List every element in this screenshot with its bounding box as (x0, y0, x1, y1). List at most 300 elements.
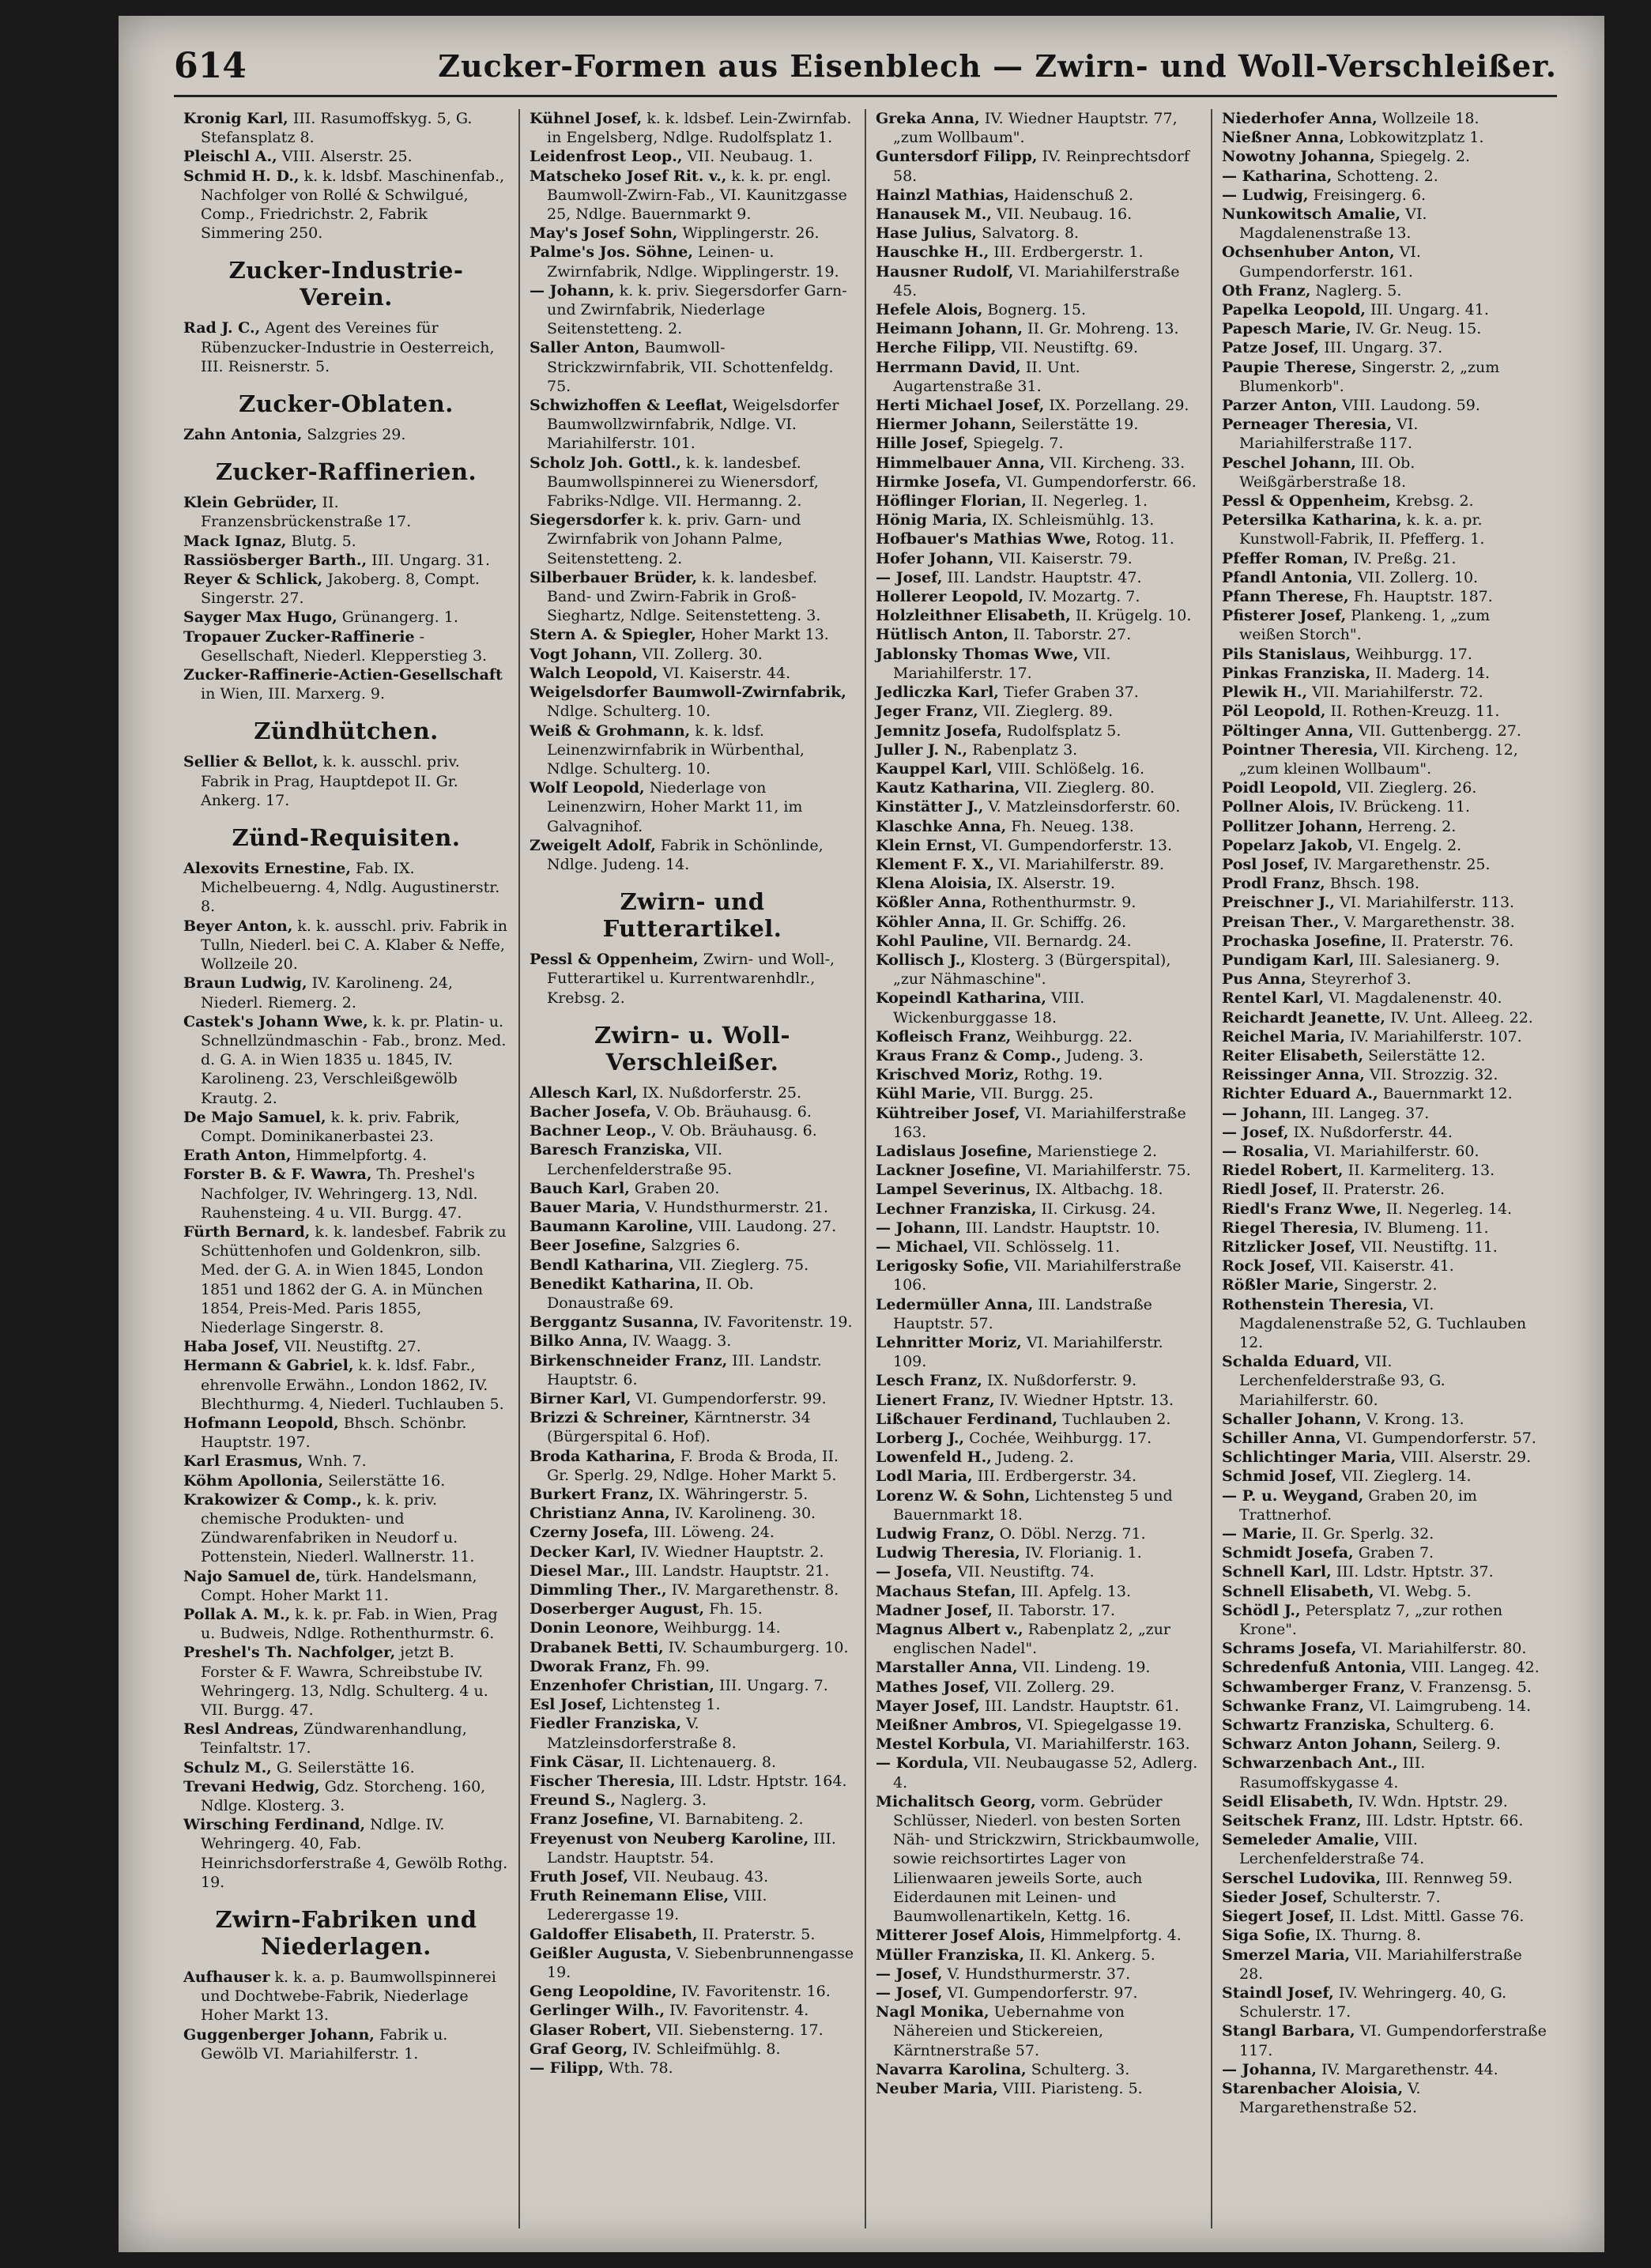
entry-name: Serschel Ludovika, (1222, 1869, 1381, 1887)
entry-name: Kühl Marie, (876, 1085, 976, 1103)
directory-entry (1222, 1678, 1547, 1697)
entry-address: IX. Altbachg. 18. (1031, 1181, 1163, 1199)
directory-entry (876, 300, 1201, 319)
directory-entry (1222, 1046, 1547, 1065)
entry-name: — Katharina, (1222, 167, 1332, 185)
entry-name: Trevani Hedwig, (183, 1777, 320, 1795)
entry-name: Lehnritter Moriz, (876, 1334, 1022, 1351)
directory-entry (876, 1410, 1201, 1429)
entry-name: Mestel Korbula, (876, 1735, 1011, 1754)
entry-name: Czerny Josefa, (530, 1524, 650, 1542)
entry-name: Kollisch J., (876, 951, 966, 969)
directory-entry (530, 1523, 855, 1542)
entry-address: k. k. pr. engl. Baumwoll-Zwirn-Fab., VI. Kaunitzgasse 25, Ndlge. Bauernmarkt 9. (547, 167, 847, 224)
entry-name: Schwarzenbach Ant., (1222, 1754, 1398, 1773)
entry-address: II. Taborstr. 27. (1008, 626, 1132, 644)
directory-entry (530, 338, 855, 396)
entry-name: Richter Eduard A., (1222, 1085, 1378, 1103)
directory-entry (876, 358, 1201, 396)
directory-entry (183, 1567, 509, 1605)
directory-entry (1222, 1104, 1547, 1123)
directory-entry (876, 989, 1201, 1027)
entry-address: II. Lichtenauerg. 8. (624, 1753, 777, 1771)
directory-entry (1222, 338, 1547, 357)
entry-name: Schwarz Anton Johann, (1222, 1735, 1418, 1754)
directory-entry (530, 454, 855, 511)
entry-address: VII. Lerchenfelderstraße 93, G. Mariahilferstr. 60. (1239, 1353, 1446, 1409)
entry-address: IX. Alserstr. 19. (992, 875, 1115, 893)
entry-address: IV. Favoritenstr. 19. (699, 1313, 853, 1332)
entry-name: Klein Ernst, (876, 836, 977, 854)
entry-address: Ndlge. Schulterg. 10. (547, 703, 711, 721)
directory-entry (876, 1735, 1201, 1754)
entry-address: II. Gr. Schiffg. 26. (986, 913, 1127, 931)
directory-entry (876, 855, 1201, 874)
entry-address: k. k. ldsbf. Maschinenfab., Nachfolger von Rollé & Schwilgué, Comp., Friedrichstr. 2, Fabrik Simmering 250. (201, 167, 505, 243)
entry-address: VIII. Schlößelg. 16. (992, 759, 1145, 778)
entry-address: Krebsg. 2. (1390, 492, 1474, 510)
entry-address: Fh. Neueg. 138. (1006, 817, 1134, 835)
entry-address: VI. Mariahilferstr. 113. (1334, 894, 1515, 912)
directory-entry (1222, 1295, 1547, 1353)
directory-entry (530, 510, 855, 568)
entry-name: Haba Josef, (183, 1338, 280, 1356)
entry-address: III. Landstr. Hauptstr. 6. (547, 1351, 822, 1388)
entry-address: IX. Schleismühlg. 13. (987, 511, 1155, 529)
entry-name: Jedliczka Karl, (876, 684, 999, 702)
entry-name: Hütlisch Anton, (876, 626, 1009, 644)
entry-name: Zweigelt Adolf, (530, 836, 656, 854)
entry-address: IV. Schleifmühlg. 8. (628, 2040, 781, 2058)
directory-entry (876, 243, 1201, 262)
entry-address: Klosterg. 3 (Bürgerspital), „zur Nähmaschine". (893, 951, 1171, 989)
entry-name: Bauer Maria, (530, 1198, 641, 1216)
directory-entry (1222, 1524, 1547, 1543)
directory-entry (530, 1810, 855, 1829)
entry-name: Weigelsdorfer Baumwoll-Zwirnfabrik, (530, 684, 846, 702)
entry-address: VII. Mariahilferstraße 106. (893, 1257, 1182, 1294)
entry-address: k. k. priv. Siegersdorfer Garn- und Zwirnfabrik, Niederlage Seitenstetteng. 2. (547, 281, 847, 338)
directory-entry (876, 645, 1201, 683)
entry-name: Hönig Maria, (876, 511, 988, 529)
entry-name: Hollerer Leopold, (876, 588, 1024, 606)
entry-name: — Rosalia, (1222, 1142, 1310, 1160)
entry-address: II. Karmeliterg. 13. (1343, 1162, 1495, 1180)
entry-address: Weihburgg. 17. (1351, 645, 1472, 663)
entry-name: Pfandl Antonia, (1222, 568, 1353, 586)
directory-entry (530, 1580, 855, 1599)
entry-address: VII. Neubaugasse 52, Adlerg. 4. (893, 1754, 1198, 1791)
directory-entry (530, 1275, 855, 1313)
entry-address: VI. Kaiserstr. 44. (658, 664, 791, 682)
entry-address: IV. Favoritenstr. 16. (677, 1983, 831, 2001)
directory-entry (183, 1605, 509, 1643)
entry-address: VI. Mariahilferstr. 75. (1020, 1162, 1191, 1180)
entry-address: Bhsch. 198. (1325, 875, 1420, 893)
directory-entry (1222, 721, 1547, 740)
entry-name: Alexovits Ernestine, (183, 860, 351, 878)
directory-entry (530, 1198, 855, 1217)
directory-entry (530, 1408, 855, 1446)
directory-entry (1222, 2060, 1547, 2079)
entry-name: Oth Franz, (1222, 281, 1311, 300)
directory-entry (1222, 989, 1547, 1008)
directory-entry (876, 1219, 1201, 1238)
directory-entry (1222, 1888, 1547, 1907)
column-2 (520, 109, 866, 2228)
page-header (174, 38, 1557, 93)
directory-entry (876, 1678, 1201, 1697)
entry-name: Schwizhoffen & Leeflat, (530, 397, 728, 415)
entry-name: — P. u. Weygand, (1222, 1486, 1364, 1505)
entry-address: IV. Waagg. 3. (628, 1332, 732, 1351)
entry-address: Tiefer Graben 37. (998, 684, 1139, 702)
entry-name: Herrmann David, (876, 358, 1021, 376)
entry-address: Fabrik in Schönlinde, Ndlge. Judeng. 14. (547, 836, 824, 873)
entry-address: Singerstr. 2, „zum Blumenkorb". (1239, 358, 1500, 395)
directory-entry (183, 551, 509, 570)
entry-name: Mathes Josef, (876, 1678, 990, 1696)
entry-address: VIII. Laudong. 27. (693, 1218, 837, 1236)
directory-entry (876, 1984, 1201, 2002)
entry-name: Smerzel Maria, (1222, 1946, 1351, 1964)
entry-name: Reiter Elisabeth, (1222, 1046, 1364, 1064)
entry-address: Rothenthurmstr. 9. (986, 894, 1136, 912)
entry-name: Geißler Augusta, (530, 1944, 672, 1962)
entry-name: Plewik H., (1222, 684, 1308, 702)
entry-address: III. Ungarg. 37. (1319, 339, 1443, 357)
entry-name: Dworak Franz, (530, 1657, 652, 1675)
entry-address: VII. Zollerg. 10. (1352, 568, 1479, 586)
entry-name: Leidenfrost Leop., (530, 148, 683, 166)
directory-entry (876, 1084, 1201, 1103)
directory-entry (1222, 568, 1547, 587)
section-heading: Zwirn-Fabriken und Niederlagen. (215, 1906, 477, 1961)
directory-entry (1222, 1161, 1547, 1180)
entry-address: VII. Guttenbergg. 27. (1353, 721, 1521, 740)
entry-address: II. Gr. Mohreng. 13. (1022, 320, 1179, 338)
directory-entry (530, 2059, 855, 2078)
entry-name: Ritzlicker Josef, (1222, 1238, 1356, 1256)
entry-address: IX. Nußdorferstr. 25. (637, 1083, 802, 1102)
entry-address: VIII. Alserstr. 29. (1396, 1449, 1532, 1467)
entry-name: Saller Anton, (530, 339, 640, 357)
entry-address: Seilerg. 9. (1417, 1735, 1501, 1754)
directory-entry (876, 1658, 1201, 1677)
entry-address: k. k. pr. Fab. in Wien, Prag u. Budweis, Ndlge. Rothenthurmstr. 6. (201, 1606, 498, 1643)
directory-entry (1222, 606, 1547, 644)
section-heading: Zucker-Oblaten. (239, 390, 454, 418)
entry-address: Seilerstätte 16. (323, 1471, 446, 1490)
directory-entry (183, 1968, 509, 2025)
entry-name: Popelarz Jakob, (1222, 836, 1353, 854)
entry-address: III. Landstr. Hauptstr. 47. (942, 568, 1142, 586)
entry-name: Guggenberger Johann, (183, 2025, 375, 2044)
directory-entry (530, 1562, 855, 1580)
entry-address: Plankeng. 1, „zum weißen Storch". (1239, 607, 1491, 644)
entry-name: Fink Cäsar, (530, 1753, 624, 1771)
entry-address: Spiegelg. 7. (968, 435, 1064, 453)
directory-entry (530, 645, 855, 664)
entry-name: — Kordula, (876, 1754, 969, 1773)
directory-entry (876, 568, 1201, 587)
directory-entry (1222, 932, 1547, 951)
entry-address: IV. Wiedner Hauptstr. 2. (635, 1543, 824, 1561)
directory-entry (530, 664, 855, 683)
entry-name: Rentel Karl, (1222, 989, 1325, 1008)
entry-name: Klaschke Anna, (876, 817, 1007, 835)
directory-entry (1222, 358, 1547, 396)
directory-entry (1222, 1065, 1547, 1084)
directory-entry (1222, 1008, 1547, 1027)
entry-address: IV. Wiedner Hauptstr. 77, „zum Wollbaum". (893, 110, 1178, 147)
directory-entry (876, 473, 1201, 492)
entry-name: Riegel Theresia, (1222, 1219, 1359, 1237)
directory-entry (530, 778, 855, 836)
directory-entry (530, 1772, 855, 1791)
entry-name: Pointner Theresia, (1222, 740, 1378, 759)
entry-name: Ludwig Franz, (876, 1525, 995, 1543)
directory-entry (1222, 1084, 1547, 1103)
entry-address: - Gesellschaft, Niederl. Klepperstieg 3. (201, 627, 488, 665)
entry-address: VI. Mariahilferstr. 60. (1309, 1142, 1479, 1160)
entry-name: Schalda Eduard, (1222, 1353, 1360, 1371)
entry-address: III. Rasumoffskyg. 5, G. Stefansplatz 8. (201, 110, 473, 147)
directory-entry (183, 752, 509, 810)
entry-name: Weiß & Grohmann, (530, 721, 691, 740)
entry-address: VII. Zieglerg. 14. (1336, 1467, 1472, 1486)
entry-address: IV. Margarethenstr. 44. (1316, 2060, 1498, 2078)
entry-name: Lechner Franziska, (876, 1200, 1037, 1218)
entry-address: II. Rothen-Kreuzg. 11. (1325, 703, 1500, 721)
directory-entry (530, 1753, 855, 1772)
directory-entry (876, 951, 1201, 989)
entry-address: k. k. priv. Garn- und Zwirnfabrik von Johann Palme, Seitenstetteng. 2. (547, 511, 801, 567)
entry-address: VI. Mariahilferstraße 163. (893, 1104, 1186, 1141)
entry-name: Klena Aloisia, (876, 875, 993, 893)
entry-address: III. Landstr. Hauptstr. 10. (960, 1219, 1160, 1237)
directory-entry (1222, 2079, 1547, 2117)
directory-entry (183, 1643, 509, 1720)
entry-address: III. Ldstr. Hptstr. 164. (675, 1773, 847, 1791)
entry-name: Pollner Alois, (1222, 798, 1335, 816)
directory-entry (876, 1295, 1201, 1333)
entry-name: Hauschke H., (876, 243, 989, 262)
entry-name: Schulz M., (183, 1758, 272, 1776)
entry-address: Zwirn- und Woll-, Futterartikel u. Kurrentwarenhdlr., Krebsg. 2. (547, 951, 835, 1007)
entry-address: Bognerg. 15. (982, 301, 1087, 319)
entry-name: Najo Samuel de, (183, 1567, 321, 1585)
directory-entry (183, 1815, 509, 1892)
entry-address: k. k. landesbef. Fabrik zu Schüttenhofen und Goldenkron, silb. Med. der G. A. in Wien 1845, London 1851 und 1862 der G. A. in München 1854, Preis-Med. Paris 1855, Niederlage Singerstr. 8. (201, 1223, 507, 1336)
entry-address: k. k. landesbef. Baumwollspinnerei zu Wienersdorf, Fabriks-Ndlge. VII. Hermanng. 2. (547, 454, 819, 510)
directory-entry (183, 1777, 509, 1815)
directory-entry (876, 1946, 1201, 1965)
directory-entry (1222, 1792, 1547, 1811)
entry-address: Herreng. 2. (1363, 817, 1457, 835)
directory-entry (1222, 109, 1547, 128)
entry-address: VII. Kircheng. 12, „zum kleinen Wollbaum". (1239, 740, 1518, 778)
entry-name: Siegert Josef, (1222, 1908, 1335, 1926)
entry-name: Burkert Franz, (530, 1486, 654, 1503)
directory-entry (876, 1467, 1201, 1486)
entry-address: Schulterg. 3. (1026, 2060, 1130, 2078)
entry-address: III. Rennweg 59. (1381, 1869, 1513, 1887)
entry-address: Spiegelg. 2. (1374, 148, 1471, 166)
directory-entry (530, 1504, 855, 1523)
entry-name: Nowotny Johanna, (1222, 148, 1375, 166)
entry-name: Glaser Robert, (530, 2021, 652, 2039)
directory-entry (183, 1758, 509, 1777)
directory-entry (1222, 1582, 1547, 1601)
entry-name: Lodl Maria, (876, 1467, 973, 1486)
entry-name: — Josef, (876, 568, 943, 586)
entry-address: Rudolfsplatz 5. (1001, 721, 1121, 740)
directory-entry (183, 1223, 509, 1337)
directory-entry (530, 1485, 855, 1504)
entry-name: Navarra Karolina, (876, 2060, 1027, 2078)
entry-address: k. k. ausschl. priv. Fabrik in Prag, Hauptdepot II. Gr. Ankerg. 17. (201, 753, 460, 809)
entry-address: IX. Nußdorferstr. 9. (982, 1372, 1137, 1390)
entry-name: Rock Josef, (1222, 1257, 1316, 1275)
directory-entry (183, 859, 509, 917)
entry-address: Rotog. 11. (1091, 530, 1174, 548)
directory-entry (876, 1104, 1201, 1142)
entry-address: k. k. priv. Fabrik, Compt. Dominikanerbastei 23. (201, 1108, 460, 1145)
entry-name: Hanausek M., (876, 205, 993, 224)
entry-address: vorm. Gebrüder Schlüsser, Niederl. von besten Sorten Näh- und Strickzwirn, Strickbaumwolle, sowie reichsortirtes Lager von Lilienwaaren jeweils Sorte, auch Eiderdaunen mit Leinen- und Baumwollenartikeln, Kettg. 16. (893, 1792, 1200, 1926)
entry-address: VIII. Alserstr. 25. (277, 148, 413, 166)
entry-address: Weihburgg. 14. (658, 1619, 781, 1637)
entry-address: in Wien, III. Marxerg. 9. (201, 685, 386, 703)
entry-address: Himmelpfortg. 4. (1046, 1927, 1182, 1945)
directory-entry (530, 2001, 855, 2020)
entry-address: Rothg. 19. (1019, 1066, 1103, 1084)
entry-address: II. Praterstr. 76. (1386, 932, 1514, 950)
entry-address: IV. Schaumburgerg. 10. (663, 1638, 849, 1656)
entry-name: Hirmke Josefa, (876, 473, 1001, 491)
entry-address: III. Ldstr. Hptstr. 37. (1331, 1563, 1494, 1581)
directory-entry (876, 836, 1201, 855)
directory-entry (876, 1180, 1201, 1199)
directory-entry (1222, 740, 1547, 778)
directory-entry (530, 1332, 855, 1351)
entry-address: VI. Laimgrubeng. 14. (1364, 1697, 1532, 1715)
directory-entry (1222, 1658, 1547, 1677)
directory-entry (876, 1486, 1201, 1524)
entry-address: VII. Zieglerg. 75. (673, 1256, 809, 1274)
entry-name: Seidl Elisabeth, (1222, 1792, 1354, 1810)
directory-entry (183, 570, 509, 608)
entry-address: VI. Gumpendorferstr. 13. (976, 836, 1173, 854)
entry-address: Wth. 78. (603, 2059, 673, 2078)
section-heading: Zündhütchen. (254, 718, 439, 745)
entry-address: Wipplingerstr. 26. (677, 224, 820, 243)
entry-name: — Josef, (1222, 1123, 1289, 1141)
entry-address: Fabrik u. Gewölb VI. Mariahilferstr. 1. (201, 2025, 448, 2063)
entry-name: Kraus Franz & Comp., (876, 1046, 1061, 1064)
directory-entry (1222, 186, 1547, 205)
entry-address: VII. Zollerg. 29. (989, 1678, 1115, 1696)
entry-name: Enzenhofer Christian, (530, 1677, 714, 1695)
directory-entry (1222, 951, 1547, 970)
entry-address: VI. Spiegelgasse 19. (1022, 1716, 1182, 1735)
entry-address: VI. Magdalenenstraße 13. (1239, 205, 1427, 243)
entry-address: III. Erdbergerstr. 34. (972, 1467, 1137, 1486)
entry-name: Hermann & Gabriel, (183, 1357, 354, 1375)
entry-address: türk. Handelsmann, Compt. Hoher Markt 11. (201, 1567, 477, 1604)
directory-entry (183, 1337, 509, 1356)
entry-name: Baumann Karoline, (530, 1218, 694, 1236)
entry-name: Gerlinger Wilh., (530, 2002, 665, 2020)
entry-name: Michalitsch Georg, (876, 1792, 1036, 1810)
entry-address: II. Ob. Donaustraße 69. (547, 1275, 754, 1312)
directory-entry (1222, 664, 1547, 683)
entry-address: VII. Strozzig. 32. (1364, 1066, 1498, 1084)
entry-address: Judeng. 3. (1061, 1046, 1144, 1064)
entry-address: IV. Preßg. 21. (1348, 549, 1457, 567)
entry-name: Hausner Rudolf, (876, 262, 1014, 281)
directory-entry (876, 434, 1201, 453)
entry-address: VII. Neustiftg. 27. (279, 1338, 421, 1356)
entry-name: Staindl Josef, (1222, 1984, 1334, 2002)
directory-entry (1222, 645, 1547, 664)
directory-entry (1222, 1142, 1547, 1161)
entry-address: Fab. IX. Michelbeuerng. 4, Ndlg. Augustinerstr. 8. (201, 860, 500, 916)
entry-name: Galdoffer Elisabeth, (530, 1925, 698, 1943)
entry-name: Kofleisch Franz, (876, 1027, 1012, 1045)
directory-entry (1222, 510, 1547, 548)
entry-address: k. k. ldsbef. Lein-Zwirnfab. in Engelsberg, Ndlge. Rudolfsplatz 1. (547, 110, 852, 147)
entry-name: Siga Sofie, (1222, 1927, 1311, 1945)
entry-address: k. k. ldsf. Fabr., ehrenvolle Erwähn., London 1862, IV. Blechthurmg. 4, Niederl. Tuchlauben 5. (201, 1357, 504, 1413)
entry-name: Schlichtinger Maria, (1222, 1449, 1397, 1467)
entry-address: Freisingerg. 6. (1308, 186, 1427, 204)
entry-address: IV. Favoritenstr. 4. (665, 2002, 809, 2020)
entry-name: Schwamberger Franz, (1222, 1678, 1405, 1696)
directory-entry (876, 1754, 1201, 1791)
entry-name: Rad J. C., (183, 319, 261, 337)
entry-name: — Johann, (1222, 1104, 1307, 1122)
entry-address: III. Landstraße Hauptstr. 57. (893, 1295, 1152, 1332)
entry-address: Haidenschuß 2. (1008, 186, 1134, 204)
entry-address: II. Krügelg. 10. (1070, 607, 1192, 625)
entry-name: Klement F. X., (876, 855, 994, 873)
directory-entry (530, 1618, 855, 1637)
directory-entry (876, 1371, 1201, 1390)
entry-name: Beer Josefine, (530, 1237, 646, 1255)
entry-name: Kühnel Josef, (530, 110, 643, 127)
entry-address: III. Ldstr. Hptstr. 66. (1361, 1812, 1524, 1830)
directory-entry (183, 1165, 509, 1223)
entry-address: Himmelpfortg. 4. (291, 1147, 428, 1165)
entry-address: Rabenplatz 3. (967, 740, 1078, 759)
entry-name: Krakowizer & Comp., (183, 1490, 362, 1509)
directory-page (119, 16, 1604, 2252)
entry-address: IV. Unt. Alleeg. 22. (1385, 1008, 1533, 1027)
directory-entry (183, 147, 509, 166)
entry-name: Baresch Franziska, (530, 1141, 691, 1159)
directory-entry (530, 243, 855, 281)
entry-name: Jemnitz Josefa, (876, 721, 1002, 740)
entry-name: Schödl J., (1222, 1601, 1301, 1619)
entry-name: Wolf Leopold, (530, 779, 645, 797)
directory-entry (1222, 167, 1547, 186)
directory-entry (1222, 1946, 1547, 1984)
directory-entry (183, 318, 509, 376)
entry-name: Doserberger August, (530, 1600, 705, 1618)
directory-entry (530, 1944, 855, 1982)
